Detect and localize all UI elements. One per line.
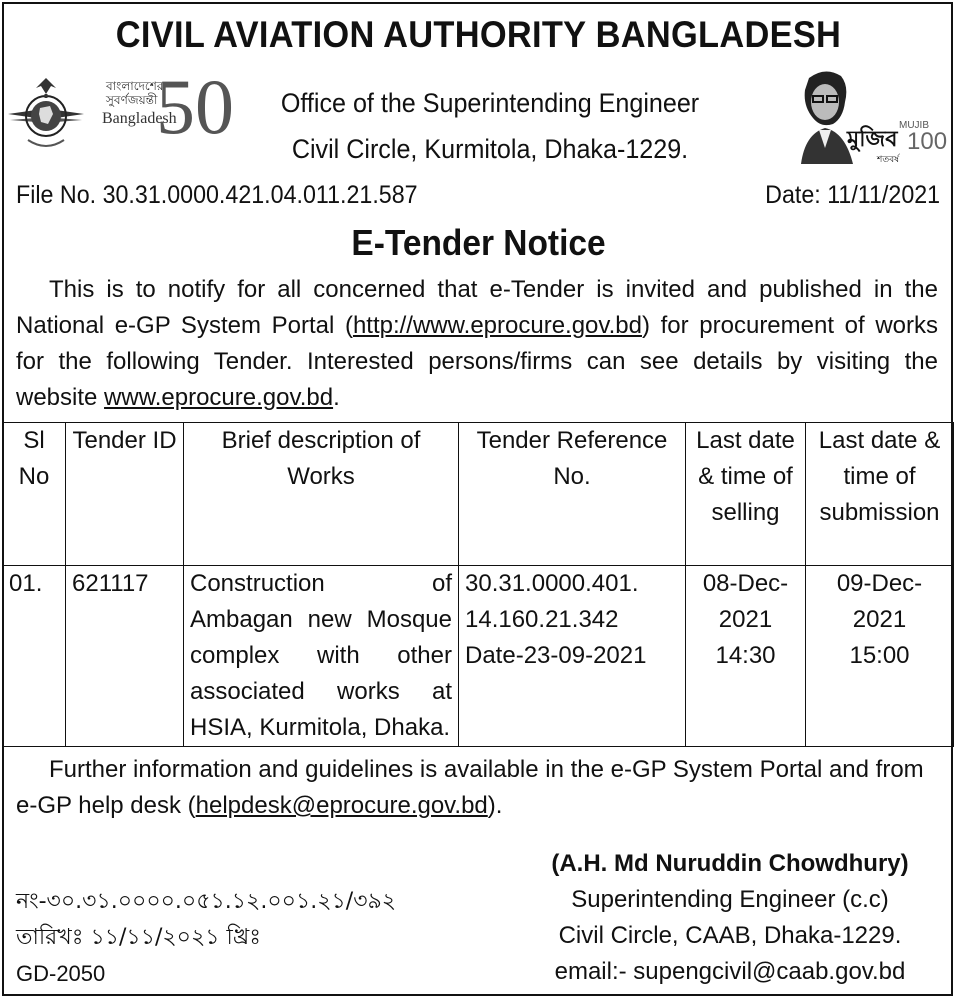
intro-text-1: This is to notify for all concerned that e-Tender is invited and published in the National e-GP System Portal ( bbox=[16, 276, 938, 339]
submission-line-3: 15:00 bbox=[849, 642, 910, 669]
signatory-office: Civil Circle, CAAB, Dhaka-1229. bbox=[558, 922, 902, 949]
row-description: Construction of Ambagan new Mosque complex with other associated works at HSIA, Kurmitola, Dhaka. bbox=[184, 566, 459, 747]
header-description: Brief description of Works bbox=[184, 423, 459, 566]
eprocure-link-1[interactable]: http://www.eprocure.gov.bd bbox=[352, 312, 642, 339]
submission-line-1: 09-Dec- bbox=[836, 570, 923, 597]
authority-title: CIVIL AVIATION AUTHORITY BANGLADESH bbox=[115, 14, 842, 55]
intro-text-2: ) for procurement of works for the following Tender. Interested persons/firms can see details by visiting the website bbox=[16, 312, 938, 411]
header-reference: Tender Reference No. bbox=[459, 423, 686, 566]
office-line-2: Civil Circle, Kurmitola, Dhaka-1229. bbox=[291, 134, 689, 164]
header-sl-no: Sl No bbox=[3, 423, 66, 566]
logo50-number: 50 bbox=[156, 63, 234, 150]
selling-line-1: 08-Dec- bbox=[702, 570, 789, 597]
memo-number: নং-৩০.৩১.০০০০.০৫১.১২.০০১.২১/৩৯২ bbox=[16, 889, 397, 914]
office-line-1: Office of the Superintending Engineer bbox=[280, 88, 700, 118]
notice-title: E-Tender Notice bbox=[351, 222, 606, 263]
table-row bbox=[3, 566, 954, 747]
memo-block bbox=[16, 884, 396, 992]
further-text-1: Further information and guidelines is available in the e-GP System Portal and from e-GP help desk ( bbox=[16, 756, 924, 819]
memo-date: তারিখঃ ১১/১১/২০২১ খ্রিঃ bbox=[16, 925, 261, 950]
header-submission: Last date & time of submission bbox=[806, 423, 954, 566]
file-number: File No. 30.31.0000.421.04.011.21.587 bbox=[16, 181, 418, 209]
tender-table bbox=[2, 422, 954, 747]
further-info bbox=[16, 752, 938, 824]
signature-block bbox=[520, 846, 940, 990]
eprocure-link-2[interactable]: www.eprocure.gov.bd bbox=[104, 384, 334, 411]
selling-line-2: 2021 bbox=[718, 606, 773, 633]
selling-line-3: 14:30 bbox=[715, 642, 776, 669]
mujib-word: মুজিব bbox=[847, 127, 898, 152]
row-reference bbox=[459, 566, 686, 747]
caab-logo bbox=[6, 74, 86, 154]
mujib-100-logo bbox=[795, 68, 948, 166]
row-tender-id: 621117 bbox=[66, 566, 184, 747]
logo50-text-2: সুবর্ণজয়ন্তী bbox=[106, 93, 158, 107]
intro-paragraph bbox=[16, 272, 938, 416]
bangladesh-50-logo bbox=[94, 63, 244, 160]
helpdesk-email-link[interactable]: helpdesk@eprocure.gov.bd bbox=[195, 792, 488, 819]
mujib-sub-text: শতবর্ষ bbox=[877, 155, 900, 165]
gd-number: GD-2050 bbox=[16, 961, 106, 986]
intro-text-3: . bbox=[333, 384, 340, 411]
submission-line-2: 2021 bbox=[852, 606, 907, 633]
signatory-email: email:- supengcivil@caab.gov.bd bbox=[554, 958, 906, 985]
reference-line-3: Date-23-09-2021 bbox=[465, 642, 647, 669]
further-text-2: ). bbox=[487, 792, 503, 819]
mujib-small-text: MUJIB bbox=[899, 120, 929, 131]
row-sl: 01. bbox=[3, 566, 66, 747]
header-tender-id: Tender ID bbox=[66, 423, 184, 566]
header-selling: Last date & time of selling bbox=[686, 423, 806, 566]
mujib-100-text: 100 bbox=[907, 128, 948, 155]
logo50-text-bangladesh: Bangladesh bbox=[102, 110, 177, 127]
signatory-designation: Superintending Engineer (c.c) bbox=[571, 886, 889, 913]
reference-line-2: 14.160.21.342 bbox=[465, 606, 619, 633]
office-address bbox=[258, 80, 723, 172]
notice-date: Date: 11/11/2021 bbox=[765, 181, 940, 209]
table-header-row bbox=[3, 423, 954, 566]
logo50-text-1: বাংলাদেশের bbox=[106, 79, 164, 93]
signatory-name: (A.H. Md Nuruddin Chowdhury) bbox=[551, 850, 909, 877]
reference-line-1: 30.31.0000.401. bbox=[465, 570, 639, 597]
row-selling bbox=[686, 566, 806, 747]
row-submission bbox=[806, 566, 954, 747]
